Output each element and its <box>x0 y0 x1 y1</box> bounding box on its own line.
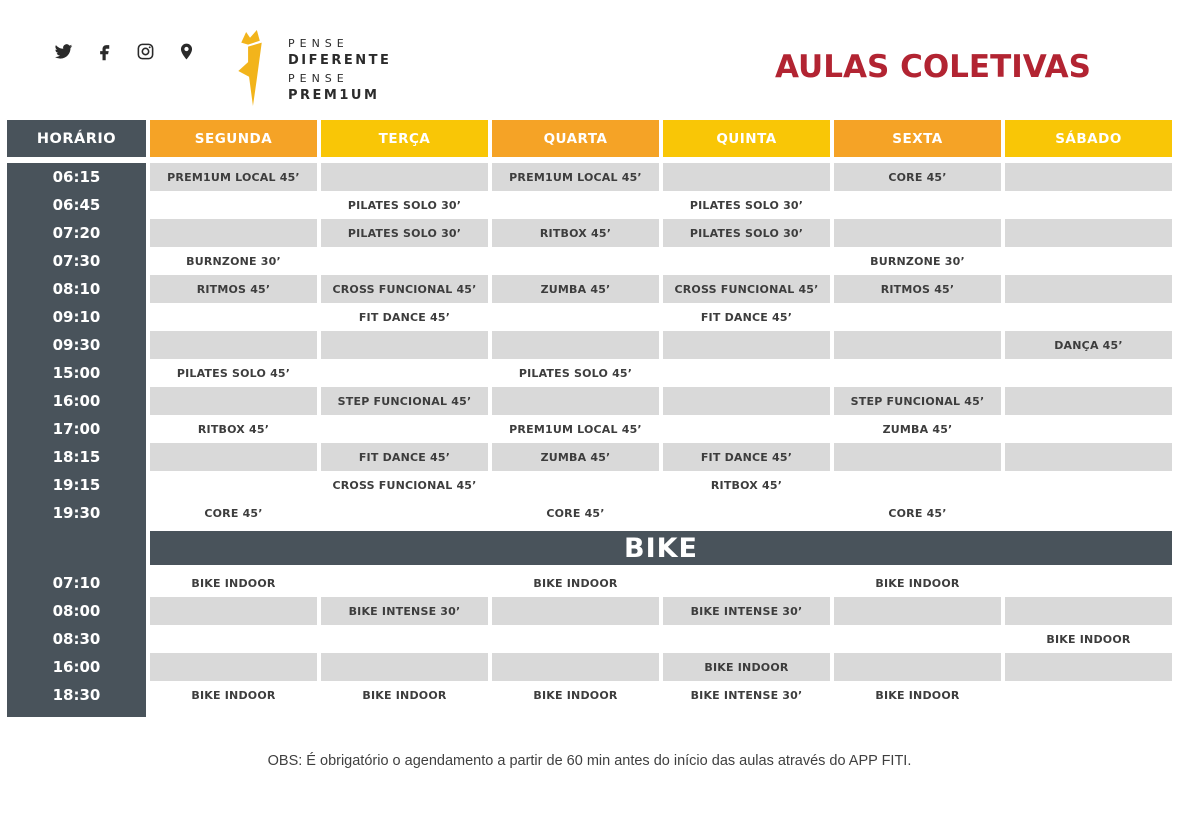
logo-line: PENSE <box>288 37 349 50</box>
time-cell: 16:00 <box>7 653 146 681</box>
class-cell <box>663 331 830 359</box>
class-cell: ZUMBA 45’ <box>882 422 953 436</box>
time-cell: 17:00 <box>7 415 146 443</box>
brand-logo-text <box>288 30 391 106</box>
class-cell <box>150 219 317 247</box>
day-header-1: TERÇA <box>321 120 488 157</box>
class-cell <box>1005 597 1172 625</box>
class-cell <box>321 359 488 387</box>
class-cell: PILATES SOLO 45’ <box>176 366 291 380</box>
time-cell: 08:30 <box>7 625 146 653</box>
class-cell <box>150 387 317 415</box>
time-cell: 19:15 <box>7 471 146 499</box>
class-cell: BURNZONE 30’ <box>870 254 965 268</box>
class-cell: PREM1UM LOCAL 45’ <box>509 422 642 436</box>
time-cell: 09:10 <box>7 303 146 331</box>
class-cell <box>1005 219 1172 247</box>
obs-note: OBS: É obrigatório o agendamento a partir de 60 min antes do início das aulas através do APP FITI. <box>267 753 912 769</box>
class-cell: FIT DANCE 45’ <box>663 443 830 471</box>
class-cell <box>492 303 659 331</box>
class-cell: RITBOX 45’ <box>197 422 270 436</box>
class-cell: BIKE INDOOR <box>663 653 830 681</box>
class-cell <box>492 471 659 499</box>
class-cell: ZUMBA 45’ <box>492 275 659 303</box>
class-cell: BIKE INDOOR <box>191 576 276 590</box>
class-cell <box>663 163 830 191</box>
facebook-icon[interactable] <box>95 42 114 61</box>
class-cell: BIKE INTENSE 30’ <box>321 597 488 625</box>
class-cell <box>1005 247 1172 275</box>
schedule-grid <box>7 120 1172 717</box>
class-cell <box>321 415 488 443</box>
social-icons <box>54 42 196 61</box>
class-cell <box>150 443 317 471</box>
day-header-4: SEXTA <box>834 120 1001 157</box>
class-cell <box>1005 163 1172 191</box>
class-cell <box>663 625 830 653</box>
class-cell <box>321 499 488 527</box>
class-cell: PILATES SOLO 30’ <box>689 198 804 212</box>
class-cell <box>1005 387 1172 415</box>
class-cell: BURNZONE 30’ <box>186 254 281 268</box>
logo-line: DIFERENTE <box>288 52 392 68</box>
class-cell <box>321 653 488 681</box>
class-cell: RITMOS 45’ <box>150 275 317 303</box>
class-cell: BIKE INDOOR <box>533 688 618 702</box>
time-cell: 07:10 <box>7 569 146 597</box>
class-cell: PREM1UM LOCAL 45’ <box>492 163 659 191</box>
class-cell <box>1005 303 1172 331</box>
time-cell: 09:30 <box>7 331 146 359</box>
day-header-5: SÁBADO <box>1005 120 1172 157</box>
class-cell: FIT DANCE 45’ <box>358 310 451 324</box>
time-cell: 06:45 <box>7 191 146 219</box>
class-cell <box>834 443 1001 471</box>
class-cell <box>1005 499 1172 527</box>
class-cell <box>834 653 1001 681</box>
grid-footer-gap <box>492 709 659 717</box>
class-cell <box>150 331 317 359</box>
class-cell: BIKE INDOOR <box>1046 632 1131 646</box>
location-pin-icon[interactable] <box>177 42 196 61</box>
class-cell <box>663 569 830 597</box>
class-cell <box>834 625 1001 653</box>
time-column-header: HORÁRIO <box>7 120 146 157</box>
class-cell: CORE 45’ <box>888 506 947 520</box>
class-cell <box>321 163 488 191</box>
grid-footer-gap <box>1005 709 1172 717</box>
class-cell: RITBOX 45’ <box>710 478 783 492</box>
class-cell <box>1005 443 1172 471</box>
class-cell: BIKE INDOOR <box>875 688 960 702</box>
instagram-icon[interactable] <box>136 42 155 61</box>
class-cell <box>321 331 488 359</box>
class-cell <box>834 303 1001 331</box>
class-cell <box>492 653 659 681</box>
class-cell <box>834 191 1001 219</box>
class-cell: CORE 45’ <box>204 506 263 520</box>
time-column-footer <box>7 709 146 717</box>
class-cell <box>1005 415 1172 443</box>
day-header-0: SEGUNDA <box>150 120 317 157</box>
class-cell: PILATES SOLO 30’ <box>347 198 462 212</box>
class-cell <box>1005 275 1172 303</box>
class-cell: FIT DANCE 45’ <box>700 310 793 324</box>
grid-footer-gap <box>834 709 1001 717</box>
class-cell <box>1005 681 1172 709</box>
class-cell <box>834 597 1001 625</box>
grid-footer-gap <box>150 709 317 717</box>
class-cell: PREM1UM LOCAL 45’ <box>150 163 317 191</box>
class-cell: STEP FUNCIONAL 45’ <box>321 387 488 415</box>
class-cell <box>492 597 659 625</box>
time-cell: 08:10 <box>7 275 146 303</box>
class-cell: CORE 45’ <box>834 163 1001 191</box>
class-cell: BIKE INTENSE 30’ <box>663 597 830 625</box>
class-cell <box>834 471 1001 499</box>
class-cell <box>321 247 488 275</box>
grid-footer-gap <box>663 709 830 717</box>
time-cell: 18:30 <box>7 681 146 709</box>
logo-line: PREM1UM <box>288 87 380 103</box>
class-cell <box>492 247 659 275</box>
class-cell <box>663 247 830 275</box>
class-cell <box>321 625 488 653</box>
class-cell: RITBOX 45’ <box>492 219 659 247</box>
class-cell <box>834 331 1001 359</box>
class-cell: PILATES SOLO 30’ <box>663 219 830 247</box>
class-cell <box>663 499 830 527</box>
class-cell <box>150 471 317 499</box>
class-cell: CROSS FUNCIONAL 45’ <box>332 478 477 492</box>
class-cell: DANÇA 45’ <box>1005 331 1172 359</box>
class-cell <box>663 415 830 443</box>
class-cell: STEP FUNCIONAL 45’ <box>834 387 1001 415</box>
class-cell <box>150 625 317 653</box>
class-cell <box>834 359 1001 387</box>
class-cell: FIT DANCE 45’ <box>321 443 488 471</box>
class-cell <box>150 597 317 625</box>
premium-crown-icon <box>228 30 274 108</box>
bike-section-banner: BIKE <box>150 531 1172 565</box>
class-cell: PILATES SOLO 30’ <box>321 219 488 247</box>
page-header <box>0 0 1179 118</box>
grid-footer-gap <box>321 709 488 717</box>
class-cell <box>492 625 659 653</box>
class-cell: PILATES SOLO 45’ <box>518 366 633 380</box>
page-title: AULAS COLETIVAS <box>775 48 1091 85</box>
time-cell: 16:00 <box>7 387 146 415</box>
twitter-icon[interactable] <box>54 42 73 61</box>
class-cell: CORE 45’ <box>546 506 605 520</box>
day-header-3: QUINTA <box>663 120 830 157</box>
time-cell: 06:15 <box>7 163 146 191</box>
logo-line: PENSE <box>288 71 349 85</box>
class-cell <box>150 191 317 219</box>
class-cell <box>150 303 317 331</box>
class-cell <box>492 191 659 219</box>
class-cell <box>321 569 488 597</box>
class-cell <box>150 653 317 681</box>
class-cell <box>834 219 1001 247</box>
class-cell: BIKE INTENSE 30’ <box>690 688 803 702</box>
time-cell: 19:30 <box>7 499 146 527</box>
class-cell <box>1005 653 1172 681</box>
time-cell: 07:20 <box>7 219 146 247</box>
time-cell: 08:00 <box>7 597 146 625</box>
class-cell <box>1005 359 1172 387</box>
day-header-2: QUARTA <box>492 120 659 157</box>
class-cell <box>1005 471 1172 499</box>
class-cell: BIKE INDOOR <box>533 576 618 590</box>
class-cell <box>663 387 830 415</box>
class-cell <box>492 331 659 359</box>
time-column-segment <box>7 527 146 569</box>
class-cell: BIKE INDOOR <box>362 688 447 702</box>
class-cell <box>663 359 830 387</box>
class-cell <box>1005 569 1172 597</box>
time-cell: 18:15 <box>7 443 146 471</box>
class-cell: BIKE INDOOR <box>875 576 960 590</box>
class-cell: BIKE INDOOR <box>191 688 276 702</box>
brand-logo <box>228 30 391 108</box>
class-cell: CROSS FUNCIONAL 45’ <box>663 275 830 303</box>
class-cell: CROSS FUNCIONAL 45’ <box>321 275 488 303</box>
time-cell: 07:30 <box>7 247 146 275</box>
class-cell: RITMOS 45’ <box>834 275 1001 303</box>
time-cell: 15:00 <box>7 359 146 387</box>
class-cell: ZUMBA 45’ <box>492 443 659 471</box>
class-cell <box>1005 191 1172 219</box>
class-cell <box>492 387 659 415</box>
